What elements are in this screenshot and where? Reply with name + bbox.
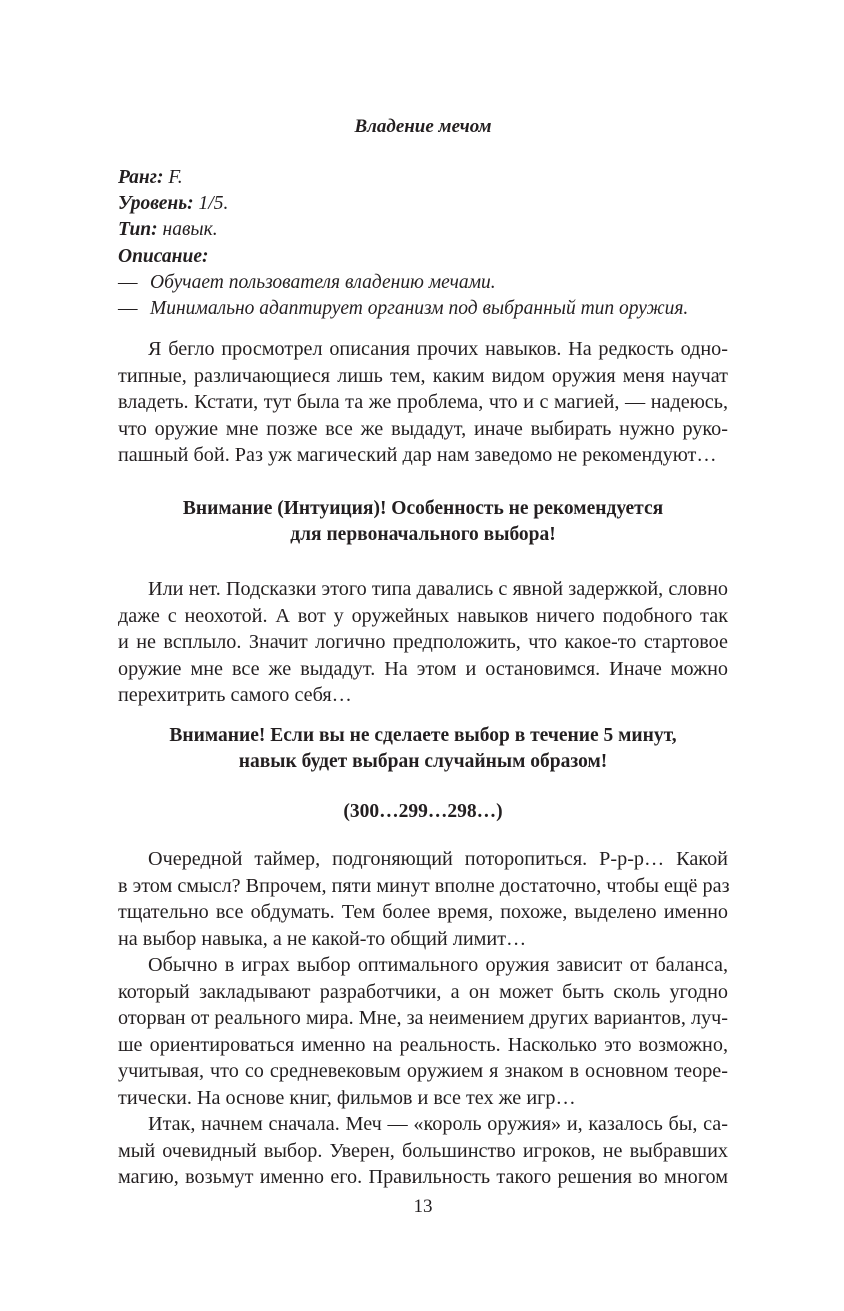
paragraph-1 [118, 336, 728, 469]
text-line: магию, возьмут именно его. Правильность такого решения во многом [118, 1166, 728, 1189]
dash-bullet: — [118, 271, 138, 293]
text-line: Очередной таймер, подгоняющий поторопиться. Р-р-р… Какой [148, 848, 728, 870]
text-line: пашный бой. Раз уж магический дар нам заведомо не рекомендуют… [118, 444, 717, 467]
text-line: владеть. Кстати, тут была та же проблема, что и с магией, — надеюсь, [118, 391, 728, 414]
skill-level [118, 191, 728, 217]
description-label: Описание: [118, 245, 209, 267]
text-line: Я бегло просмотрел описания прочих навыков. На редкость одно- [148, 338, 728, 360]
level-value: 1/5. [198, 193, 229, 215]
skill-rank [118, 165, 728, 191]
countdown-timer: (300…299…298…) [343, 801, 503, 822]
skill-card [118, 165, 728, 322]
text-line: мый очевидный выбор. Уверен, большинство игроков, не выбравших [118, 1139, 728, 1162]
paragraph-5 [118, 1111, 728, 1191]
skill-type [118, 217, 728, 243]
description-item [118, 296, 728, 322]
text-line: оторван от реального мира. Мне, за неимением других вариантов, луч- [118, 1007, 728, 1030]
text-line: ше ориентироваться именно на реальность. Насколько это возможно, [118, 1033, 728, 1056]
text-line: Обычно в играх выбор оптимального оружия зависит от баланса, [148, 954, 728, 976]
paragraph-4 [118, 952, 728, 1112]
text-line: типные, различающиеся лишь тем, каким видом оружия меня научат [118, 364, 728, 387]
skill-title: Владение мечом [354, 116, 492, 137]
notice-line: для первоначального выбора! [290, 524, 556, 545]
text-line: тщательно все обдумать. Тем более время, похоже, выделено именно [118, 901, 728, 924]
type-value: навык. [162, 219, 218, 241]
text-line: тически. На основе книг, фильмов и все тех же игр… [118, 1086, 576, 1109]
dash-bullet: — [118, 298, 138, 320]
notice-line: Внимание (Интуиция)! Особенность не рекомендуется [182, 498, 664, 519]
text-line: который закладывают разработчики, а он может быть сколь угодно [118, 980, 728, 1003]
system-notice-intuition [118, 496, 728, 548]
level-label: Уровень: [118, 193, 194, 215]
rank-value: F. [168, 167, 183, 188]
text-line: перехитрить самого себя… [118, 684, 352, 707]
description-item [118, 270, 728, 296]
text-line: в этом смысл? Впрочем, пяти минут вполне достаточно, чтобы ещё раз [118, 874, 730, 897]
text-line: оружие мне все же выдадут. На этом и остановимся. Иначе можно [118, 657, 728, 680]
paragraph-2 [118, 576, 728, 709]
text-line: и не всплыло. Значит логично предположить, что какое-то стартовое [118, 631, 728, 654]
text-line: даже с неохотой. А вот у оружейных навыков ничего подобного так [118, 604, 728, 627]
text-line: что оружие мне позже все же выдадут, иначе выбирать нужно руко- [118, 417, 728, 440]
page-number: 13 [413, 1196, 433, 1217]
notice-line: навык будет выбран случайным образом! [238, 751, 608, 772]
description-text: Обучает пользователя владению мечами. [150, 271, 496, 293]
text-line: Итак, начнем сначала. Меч — «король оружия» и, казалось бы, са- [148, 1113, 728, 1135]
paragraph-3 [118, 846, 728, 952]
text-line: на выбор навыка, а не какой-то общий лимит… [118, 927, 527, 950]
text-line: Или нет. Подсказки этого типа давались с явной задержкой, словно [148, 578, 728, 600]
notice-line: Внимание! Если вы не сделаете выбор в течение 5 минут, [169, 725, 677, 746]
system-notice-timer [118, 723, 728, 825]
description-text: Минимально адаптирует организм под выбранный тип оружия. [150, 298, 689, 320]
type-label: Тип: [118, 219, 158, 241]
text-line: учитывая, что со средневековым оружием я знаком в основном теоре- [118, 1060, 728, 1083]
skill-description [118, 244, 728, 270]
rank-label: Ранг: [118, 167, 164, 188]
